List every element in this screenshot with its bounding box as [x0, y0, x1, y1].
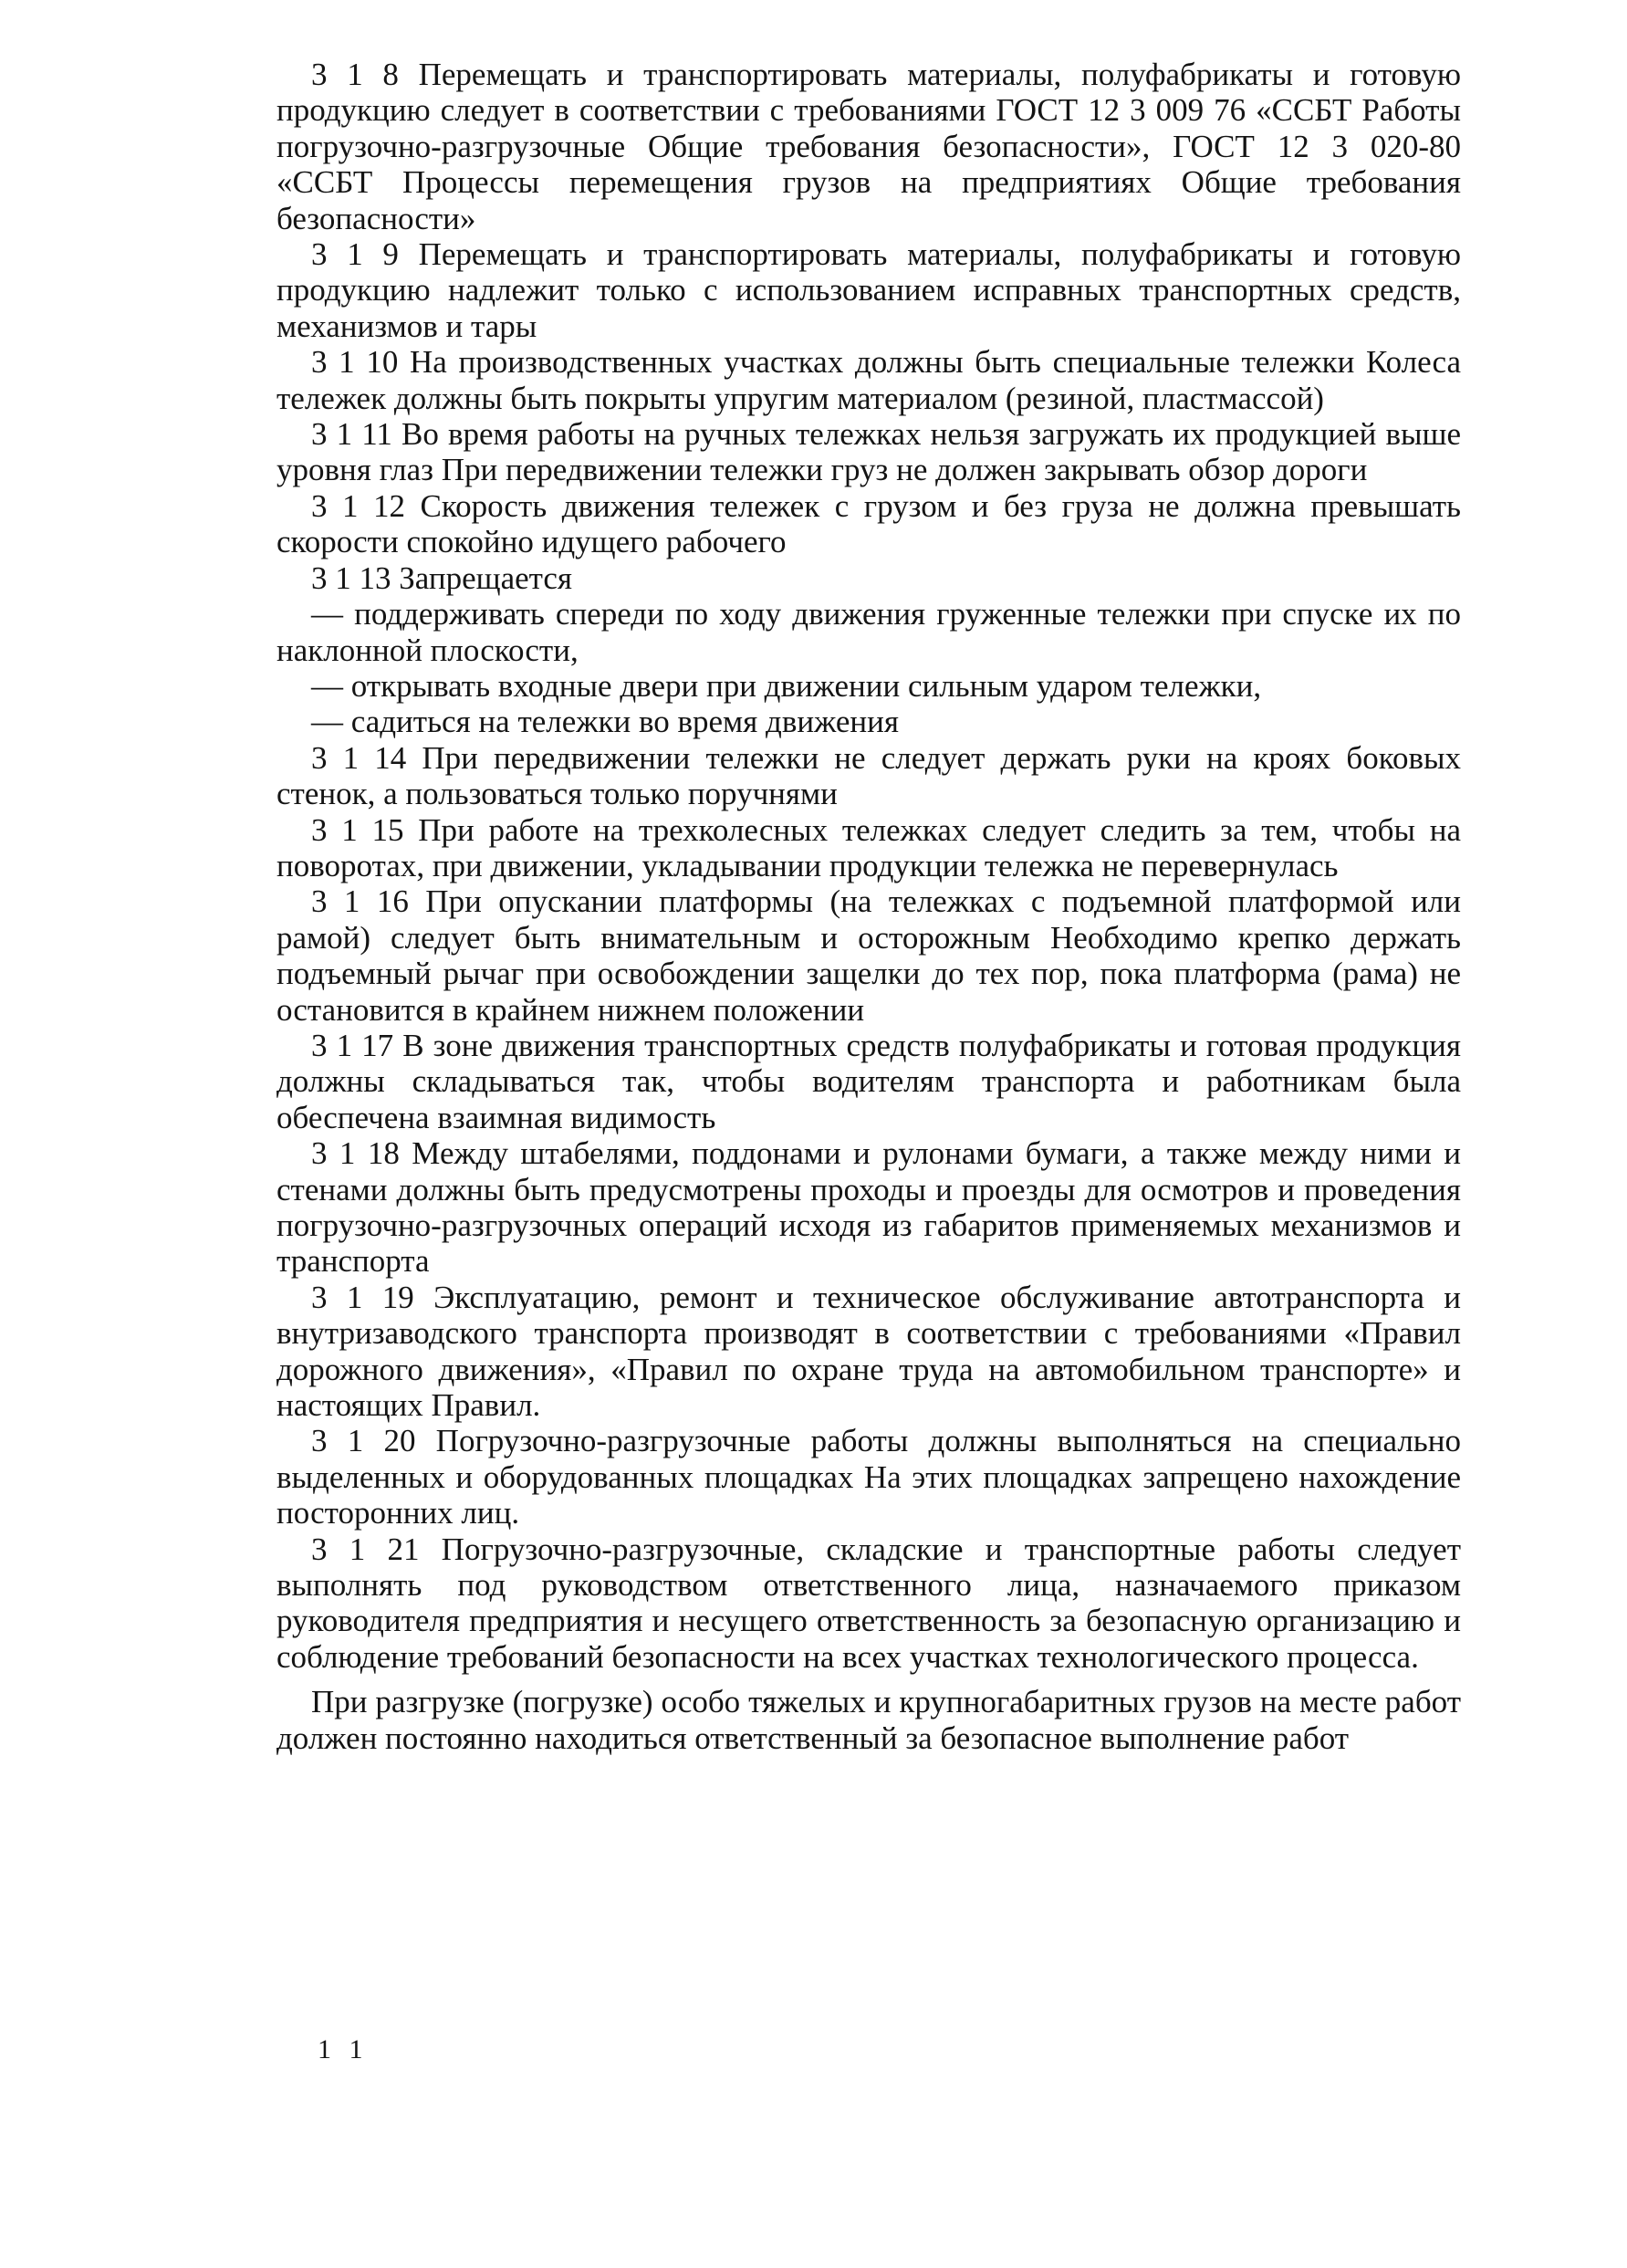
list-item-prohibition-1: — поддерживать спереди по ходу движения груженные тележки при спуске их по наклонной плоскости, [276, 596, 1461, 668]
list-item-prohibition-2: — открывать входные двери при движении сильным ударом тележки, [311, 667, 1262, 704]
page-number: 1 1 [318, 2034, 369, 2064]
paragraph-3-1-12: 3 1 12 Скорость движения тележек с грузом и без груза не должна превышать скорости спокойно идущего рабочего [276, 487, 1461, 560]
document-body [276, 57, 1461, 1756]
list-item-prohibition-3: — садиться на тележки во время движения [311, 704, 899, 740]
paragraph-3-1-8: 3 1 8 Перемещать и транспортировать материалы, полуфабрикаты и готовую продукцию следует в соответствии с требованиями ГОСТ 12 3 009 76 «ССБТ Работы погрузочно-разгрузочные Общие требования безопасности», ГОСТ 12 3 020-80 «ССБТ Процессы перемещения грузов на предприятиях Общие требования безопасности» [276, 57, 1461, 236]
paragraph-3-1-21: 3 1 21 Погрузочно-разгрузочные, складские и транспортные работы следует выполнять под руководством ответственного лица, назначаемого приказом руководителя предприятия и несущего ответственность за безопасную организацию и соблюдение требований безопасности на всех участках технологического процесса. [276, 1531, 1461, 1675]
paragraph-3-1-19: 3 1 19 Эксплуатацию, ремонт и техническое обслуживание автотранспорта и внутризаводского транспорта производят в соответствии с требованиями «Правил дорожного движения», «Правил по охране труда на автомобильном транспорте» и настоящих Правил. [276, 1279, 1461, 1424]
paragraph-3-1-16: 3 1 16 При опускании платформы (на тележках с подъемной платформой или рамой) следует быть внимательным и осторожным Необходимо крепко держать подъемный рычаг при освобождении защелки до тех пор, пока платформа (рама) не остановится в крайнем нижнем положении [276, 883, 1461, 1028]
paragraph-3-1-14: 3 1 14 При передвижении тележки не следует держать руки на кроях боковых стенок, а пользоваться только поручнями [276, 739, 1461, 812]
paragraph-3-1-20: 3 1 20 Погрузочно-разгрузочные работы должны выполняться на специально выделенных и оборудованных площадках На этих площадках запрещено нахождение посторонних лиц. [276, 1423, 1461, 1531]
paragraph-3-1-15: 3 1 15 При работе на трехколесных тележках следует следить за тем, чтобы на поворотах, при движении, укладывании продукции тележка не перевернулась [276, 811, 1461, 883]
paragraph-3-1-11: 3 1 11 Во время работы на ручных тележках нельзя загружать их продукцией выше уровня глаз При передвижении тележки груз не должен закрывать обзор дороги [276, 416, 1461, 488]
paragraph-3-1-18: 3 1 18 Между штабелями, поддонами и рулонами бумаги, а также между ними и стенами должны быть предусмотрены проходы и проезды для осмотров и проведения погрузочно-разгрузочных операций исходя из габаритов применяемых механизмов и транспорта [276, 1135, 1461, 1280]
paragraph-3-1-10: 3 1 10 На производственных участках должны быть специальные тележки Колеса тележек должны быть покрыты упругим материалом (резиной, пластмассой) [276, 344, 1461, 416]
paragraph-3-1-9: 3 1 9 Перемещать и транспортировать материалы, полуфабрикаты и готовую продукцию надлежит только с использованием исправных транспортных средств, механизмов и тары [276, 236, 1461, 344]
paragraph-3-1-13: 3 1 13 Запрещается [311, 559, 572, 596]
paragraph-heavy-cargo: При разгрузке (погрузке) особо тяжелых и крупногабаритных грузов на месте работ должен постоянно находиться ответственный за безопасное выполнение работ [276, 1684, 1461, 1756]
paragraph-3-1-17: 3 1 17 В зоне движения транспортных средств полуфабрикаты и готовая продукция должны складываться так, чтобы водителям транспорта и работникам была обеспечена взаимная видимость [276, 1027, 1461, 1135]
